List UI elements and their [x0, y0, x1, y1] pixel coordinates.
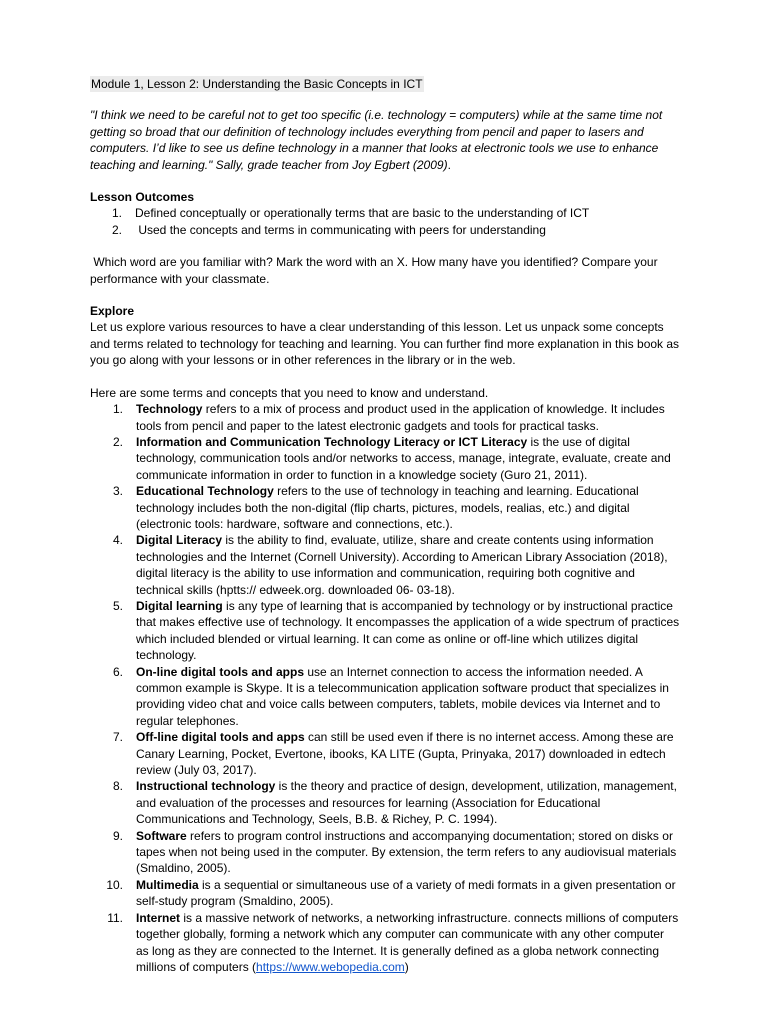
reference-link[interactable]: https://www.webopedia.com	[256, 959, 405, 974]
term-name: Multimedia	[136, 877, 199, 892]
outcome-number: 1.	[112, 206, 123, 221]
term-number: 5.	[112, 598, 123, 613]
term-definition: is the ability to find, evaluate, utilize, share and create contents using information technologies and the Internet (Cornell University). According to American Library Association (2018), digital literacy is the ability to use information and communication, requiring both cognitive and technical skills (hptts:// edweek.org. downloaded 06- 03-18).	[136, 533, 668, 597]
term-item	[90, 778, 680, 827]
term-number: 6.	[112, 664, 123, 679]
term-item	[90, 910, 680, 976]
outcome-item	[90, 222, 680, 238]
lesson-title: Module 1, Lesson 2: Understanding the Basic Concepts in ICT	[91, 77, 423, 91]
term-number: 7.	[112, 730, 123, 745]
term-definition: is any type of learning that is accompanied by technology or by instructional practice that makes effective use of technology. It encompasses the application of a wide spectrum of practices which included blended or virtual learning. It can come as online or off-line which utilizes digital technology.	[136, 598, 680, 663]
term-item	[90, 483, 680, 532]
term-item	[90, 828, 680, 877]
terms-list	[90, 401, 680, 975]
lesson-outcomes	[90, 189, 680, 238]
term-name: Digital Literacy	[136, 533, 223, 548]
term-item	[90, 664, 680, 730]
outcomes-list	[90, 205, 680, 238]
quote-end: .	[447, 157, 451, 172]
term-number: 9.	[112, 828, 123, 843]
term-name: Technology	[136, 402, 203, 417]
term-number: 3.	[112, 484, 123, 499]
explore-heading: Explore	[90, 304, 135, 319]
term-definition: is the use of digital technology, communication tools and/or networks to access, manage, integrate, evaluate, create and communicate information in order to function in a knowledge society (Guro 21, 2011).	[136, 434, 671, 482]
lesson-title-line	[90, 76, 680, 92]
term-definition: is a massive network of networks, a networking infrastructure. connects millions of computers together globally, forming a network which any computer can communicate with any other computer as long as they are connected to the Internet. It is generally defined as a globa network connecting millions of computers (	[136, 910, 679, 974]
term-definition: refers to a mix of process and product used in the application of knowledge. It includes tools from pencil and paper to the latest electronic gadgets and tools for practical tasks.	[136, 402, 665, 433]
terms-intro: Here are some terms and concepts that you need to know and understand.	[90, 385, 489, 400]
term-name: Information and Communication Technology Literacy or ICT Literacy	[136, 434, 528, 449]
term-name: Digital learning	[136, 598, 223, 613]
term-number: 10.	[106, 877, 123, 892]
term-number: 8.	[112, 779, 123, 794]
outcome-item	[90, 205, 680, 221]
quote-text: "I think we need to be careful not to get too specific (i.e. technology = computers) while at the same time not getting so broad that our definition of technology includes everything from pencil and paper to lasers and computers. I’d like to see us define technology in a manner that looks at electronic tools we use to enhance teaching and learning." Sally, grade teacher from Joy Egbert (2009)	[90, 108, 663, 172]
document-body	[90, 76, 680, 975]
term-definition: use an Internet connection to access the information needed. A common example is Skype. It is a telecommunication application software product that specializes in providing video chat and voice calls between computers, tablets, mobile devices via Internet and to regular telephones.	[136, 664, 669, 728]
term-definition: is the theory and practice of design, development, utilization, management, and evaluation of the processes and resources for learning (Association for Educational Communications and Technology, Seels, B.B. & Richey, P. C. 1994).	[136, 779, 677, 827]
term-item	[90, 598, 680, 664]
outcome-text: Defined conceptually or operationally terms that are basic to the understanding of ICT	[135, 206, 590, 221]
term-item	[90, 532, 680, 598]
term-item	[90, 729, 680, 778]
term-number: 11.	[107, 910, 123, 925]
term-item	[90, 434, 680, 483]
epigraph-quote	[90, 107, 680, 173]
outcome-text: Used the concepts and terms in communicating with peers for understanding	[135, 222, 546, 237]
term-number: 1.	[112, 402, 123, 417]
explore-text: Let us explore various resources to have a clear understanding of this lesson. Let us unpack some concepts and terms related to technology for teaching and learning. You can further find more explanation in this book as you go along with your lessons or in other references in the library or in the web.	[90, 320, 680, 368]
term-name: Educational Technology	[136, 484, 274, 499]
term-definition: refers to program control instructions and accompanying documentation; stored on disks or tapes when not being used in the computer. By extension, the term refers to any audiovisual materials (Smaldino, 2005).	[136, 828, 677, 876]
term-definition: is a sequential or simultaneous use of a variety of medi formats in a given presentation or self-study program (Smaldino, 2005).	[136, 877, 676, 909]
term-item	[90, 877, 680, 910]
term-definition: refers to the use of technology in teaching and learning. Educational technology includes both the non-digital (flip charts, pictures, models, realias, etc.) and digital (electronic tools: hardware, software and connections, etc.).	[136, 484, 639, 531]
term-name: On-line digital tools and apps	[136, 664, 305, 679]
outcomes-heading: Lesson Outcomes	[90, 190, 195, 205]
term-number: 2.	[112, 434, 123, 449]
term-definition: can still be used even if there is no internet access. Among these are Canary Learning, Pocket, Evertone, ibooks, KA LITE (Gupta, Prinyaka, 2017) downloaded in edtech review (July 03, 2017).	[136, 730, 674, 778]
term-number: 4.	[112, 533, 123, 548]
explore-section	[90, 303, 680, 369]
term-name: Internet	[136, 910, 181, 925]
term-name: Off-line digital tools and apps	[136, 730, 305, 745]
term-definition-end: )	[404, 959, 409, 974]
term-name: Software	[136, 828, 187, 843]
outcome-number: 2.	[112, 222, 123, 237]
term-name: Instructional technology	[136, 779, 276, 794]
activity-instructions: Which word are you familiar with? Mark the word with an X. How many have you identified? Compare your performance with your classmate.	[90, 255, 661, 286]
term-item	[90, 401, 680, 434]
